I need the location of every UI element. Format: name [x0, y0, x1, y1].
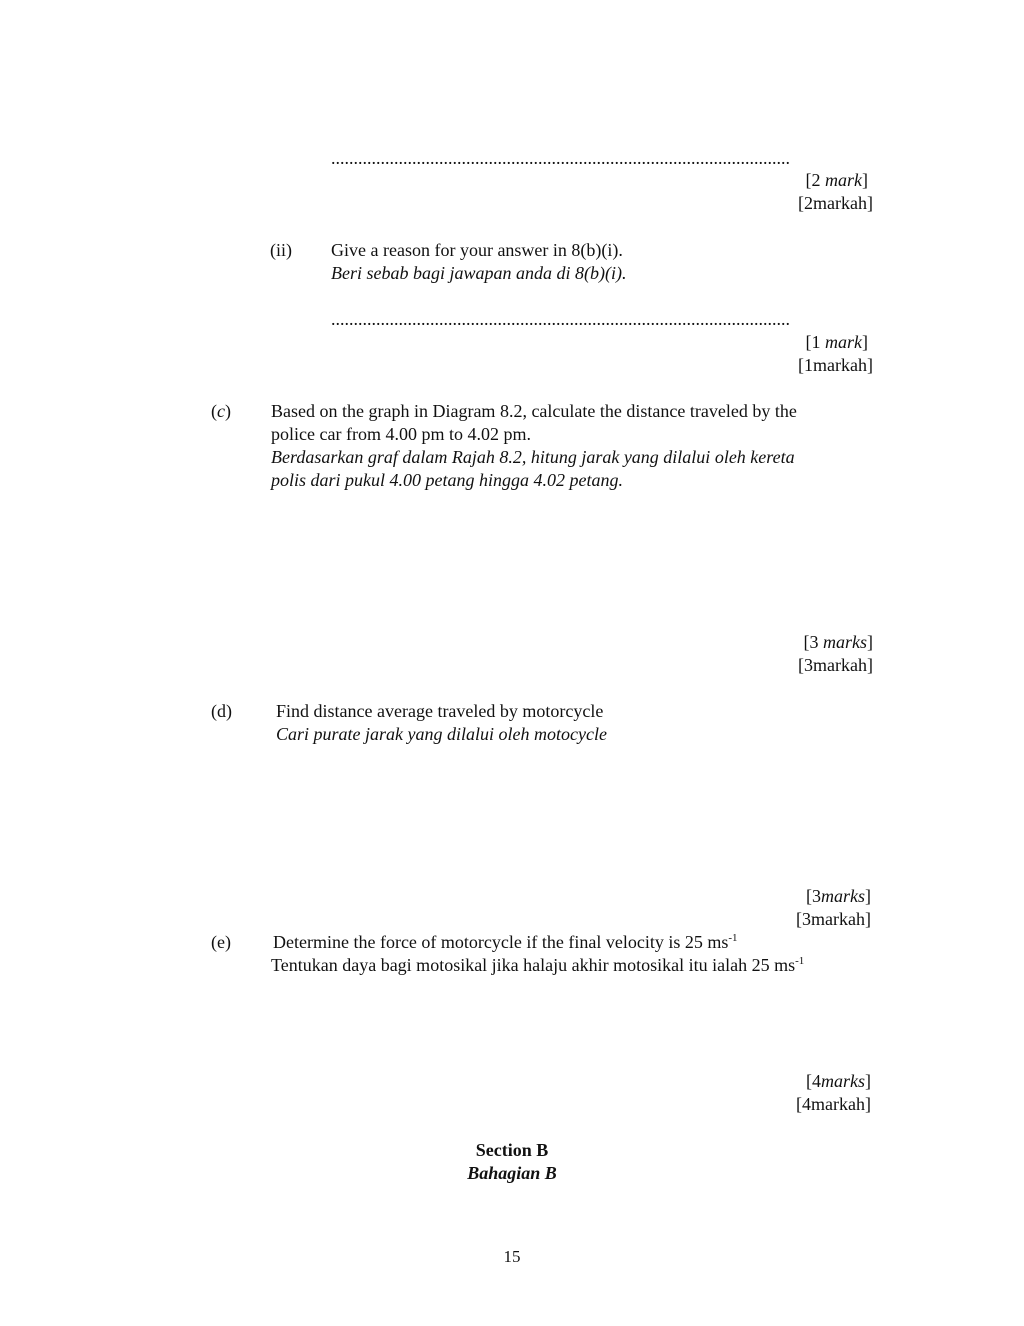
question-text-ms: Tentukan daya bagi motosikal jika halaju akhir motosikal itu ialah 25 $ms^{-1}$ — [271, 955, 805, 975]
question-label: (ii) — [270, 240, 292, 260]
question-label: (d) — [211, 701, 232, 721]
mark-allocation: [2 mark] — [805, 170, 868, 190]
mark-allocation: [1 mark] — [805, 332, 868, 352]
mark-allocation: [3marks] — [806, 886, 871, 906]
mark-allocation: [3 marks] — [803, 632, 873, 652]
page-number: 15 — [503, 1247, 521, 1266]
question-text-en: Based on the graph in Diagram 8.2, calculate the distance traveled by the — [271, 401, 797, 421]
mark-allocation: [4marks] — [806, 1071, 871, 1091]
answer-line: ...................................................................................................... — [331, 309, 790, 329]
question-text-ms: polis dari pukul 4.00 petang hingga 4.02 petang. — [271, 470, 623, 490]
question-text-en: Find distance average traveled by motorcycle — [276, 701, 604, 721]
question-text-en: Give a reason for your answer in 8(b)(i). — [331, 240, 623, 260]
question-text-en: Determine the force of motorcycle if the final velocity is 25 $ms^{-1}$ — [273, 932, 738, 952]
mark-allocation-ms: [3markah] — [798, 655, 873, 675]
question-label: (c) — [211, 401, 231, 421]
mark-allocation-ms: [2markah] — [798, 193, 873, 213]
question-text-ms: Berdasarkan graf dalam Rajah 8.2, hitung jarak yang dilalui oleh kereta — [271, 447, 795, 467]
question-label: (e) — [211, 932, 231, 952]
answer-line: ...................................................................................................... — [331, 148, 790, 168]
mark-allocation-ms: [1markah] — [798, 355, 873, 375]
mark-allocation-ms: [4markah] — [796, 1094, 871, 1114]
section-title: Section B — [475, 1140, 549, 1160]
question-text-ms: Cari purate jarak yang dilalui oleh motocycle — [276, 724, 607, 744]
section-title-ms: Bahagian B — [467, 1163, 557, 1183]
mark-allocation-ms: [3markah] — [796, 909, 871, 929]
question-text-en: police car from 4.00 pm to 4.02 pm. — [271, 424, 531, 444]
question-text-ms: Beri sebab bagi jawapan anda di 8(b)(i). — [331, 263, 627, 283]
